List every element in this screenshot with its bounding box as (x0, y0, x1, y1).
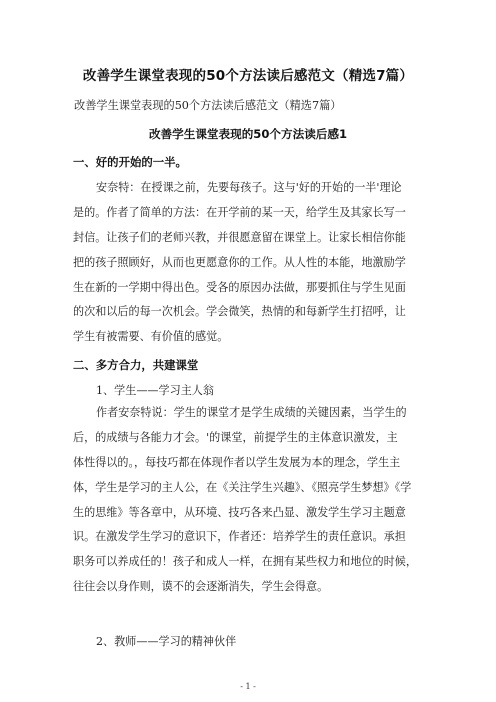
paragraph-line: 学生有被需要、有价值的感觉。 (73, 330, 229, 344)
paragraph-line: 体性得以的。，每技巧都在体现作者以学生发展为本的理念，学生主 (73, 455, 401, 469)
paragraph-good-start (73, 176, 425, 350)
paragraph-line: 体，学生是学习的主人公，在《关注学生兴趣》、《照亮学生梦想》《学 (73, 480, 412, 494)
paragraph-line: 把的孩子照顾好，从而也更愿意你的工作。从人性的本能，地激励学 (73, 255, 406, 269)
heading-build-classroom: 二、多方合力，共建课堂 (73, 358, 199, 372)
document-title: 改善学生课堂表现的50个方法读后感范文（精选7篇） (82, 68, 414, 84)
paragraph-line: 后，的成绩与各能力才会。'的课堂，前提学生的主体意识激发，主 (73, 430, 398, 444)
paragraph-student (73, 401, 425, 600)
paragraph-line: 职务可以养成任的！孩子和成人一样，在拥有某些权力和地位的时候， (73, 555, 417, 569)
paragraph-line: 生在新的一学期中得出色。受各的原因办法做，那要抓住与学生见面 (73, 280, 406, 294)
paragraph-line: 作者安奈特说：学生的课堂才是学生成绩的关键因素，当学生的 (96, 406, 407, 419)
paragraph-line: 封信。让孩子们的老师兴教，并很愿意留在课堂上。让家长相信你能 (73, 230, 406, 244)
page-number: - 1 - (240, 682, 256, 691)
item-student: 1、学生——学习主人翁 (96, 384, 214, 397)
paragraph-line: 的次和以后的每一次机会。学会微笑，热情的和每新学生打招呼，让 (73, 305, 406, 319)
heading-good-start: 一、好的开始的一半。 (73, 155, 187, 169)
paragraph-line: 是的。作者了简单的方法：在开学前的某一天，给学生及其家长写一 (73, 205, 406, 219)
paragraph-line: 生的思维》等各章中，从环境、技巧各来凸显、激发学生学习主题意 (73, 505, 406, 519)
paragraph-line: 安奈特：在授课之前，先要每孩子。这与'好的开始的一半'理论 (96, 181, 402, 194)
paragraph-line: 往往会以身作则，谟不的会逐渐消失，学生会得意。 (73, 580, 329, 594)
section-title: 改善学生课堂表现的50个方法读后感1 (148, 127, 348, 141)
document-subtitle: 改善学生课堂表现的50个方法读后感范文（精选7篇） (74, 99, 342, 112)
paragraph-line: 识。在激发学生学习的意识下，作者还：培养学生的责任意识。承担 (73, 530, 406, 544)
item-teacher: 2、教师——学习的精神伙伴 (96, 635, 237, 648)
